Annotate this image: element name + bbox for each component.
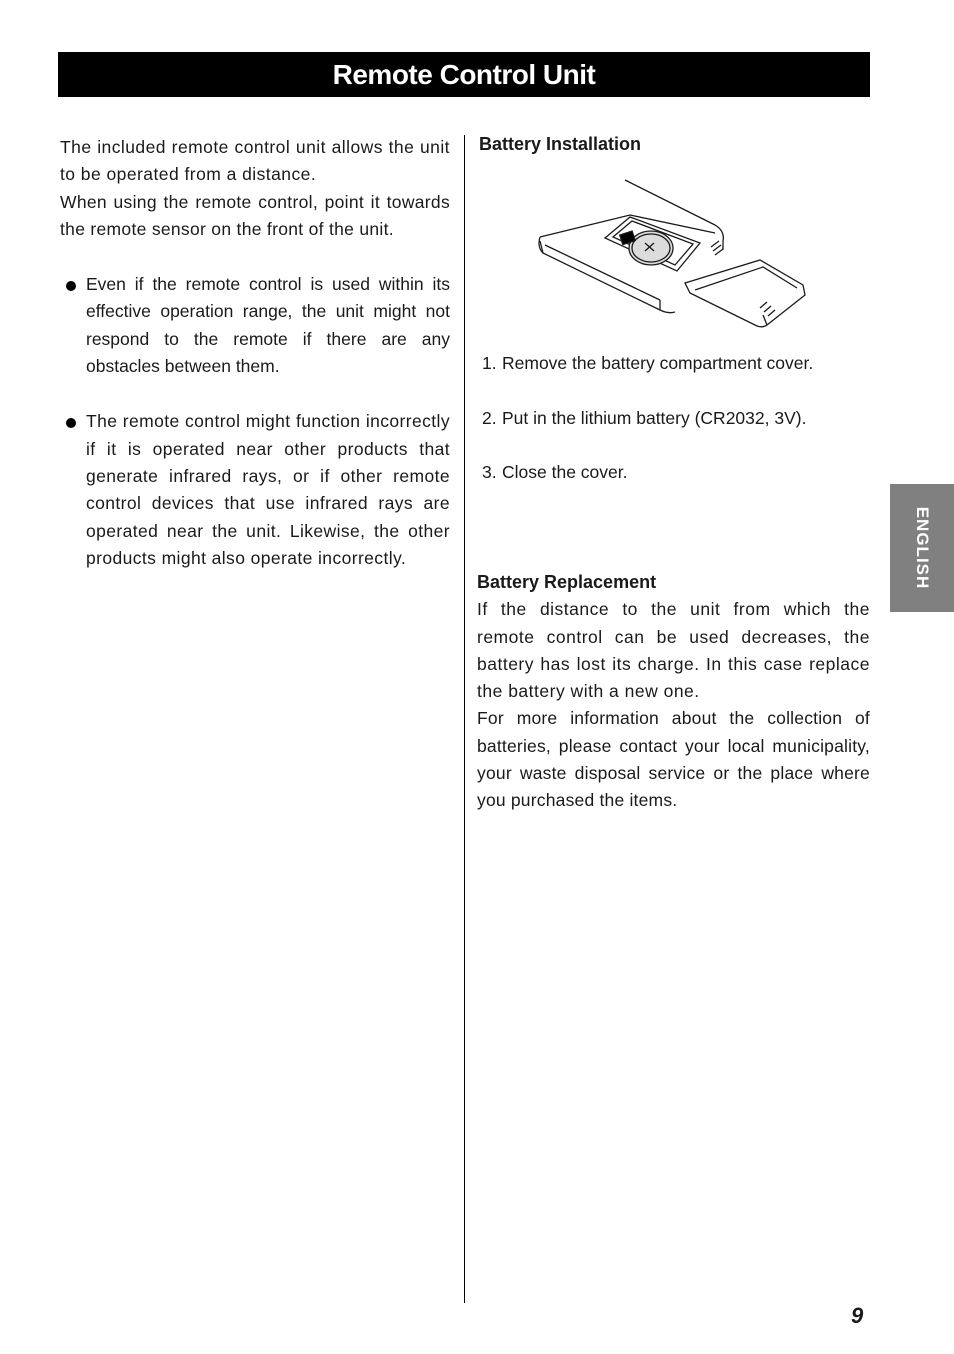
intro-paragraph-2: When using the remote control, point it towards the remote sensor on the front of the unit. [60,191,450,239]
step-text: Remove the battery compartment cover. [502,353,814,373]
list-item [482,350,872,377]
bullet-icon [66,281,76,291]
battery-replacement-heading: Battery Replacement [477,572,657,592]
step-number: 3. [482,462,497,482]
step-text: Put in the lithium battery (CR2032, 3V). [502,407,807,428]
left-column [60,134,450,572]
bullet-text: The remote control might function incorrectly if it is operated near other products that generate infrared rays, or if other remote control devices that use infrared rays are operated near the unit. Likewise, the other products might also operate incorrectly. [86,411,450,568]
list-item [482,405,872,432]
page-number: 9 [851,1303,864,1328]
page-title: Remote Control Unit [332,58,596,90]
column-divider [464,135,465,1303]
intro-paragraph-1: The included remote control unit allows the unit to be operated from a distance. [60,137,450,185]
battery-installation-heading: Battery Installation [479,134,642,154]
bullet-text: Even if the remote control is used within its effective operation range, the unit might not respond to the remote if there are any obstacles between them. [86,274,450,377]
language-tab-label: ENGLISH [913,506,932,590]
list-item [482,459,872,486]
step-number: 1. [482,353,497,373]
step-text: Close the cover. [502,462,628,482]
battery-replacement-section [477,569,870,815]
bullet-item [60,271,450,380]
step-number: 2. [482,407,497,428]
replacement-paragraph-1: If the distance to the unit from which the remote control can be used decreases, the battery has lost its charge. In this case replace the battery with a new one. [477,599,870,702]
bullet-item [60,408,450,572]
replacement-paragraph-2: For more information about the collection of batteries, please contact your local municipality, your waste disposal service or the place where you purchased the items. [477,708,870,811]
remote-battery-illustration [535,175,810,345]
title-bar [58,52,870,97]
language-tab [890,484,954,612]
installation-steps [482,350,872,514]
bullet-icon [66,418,76,428]
